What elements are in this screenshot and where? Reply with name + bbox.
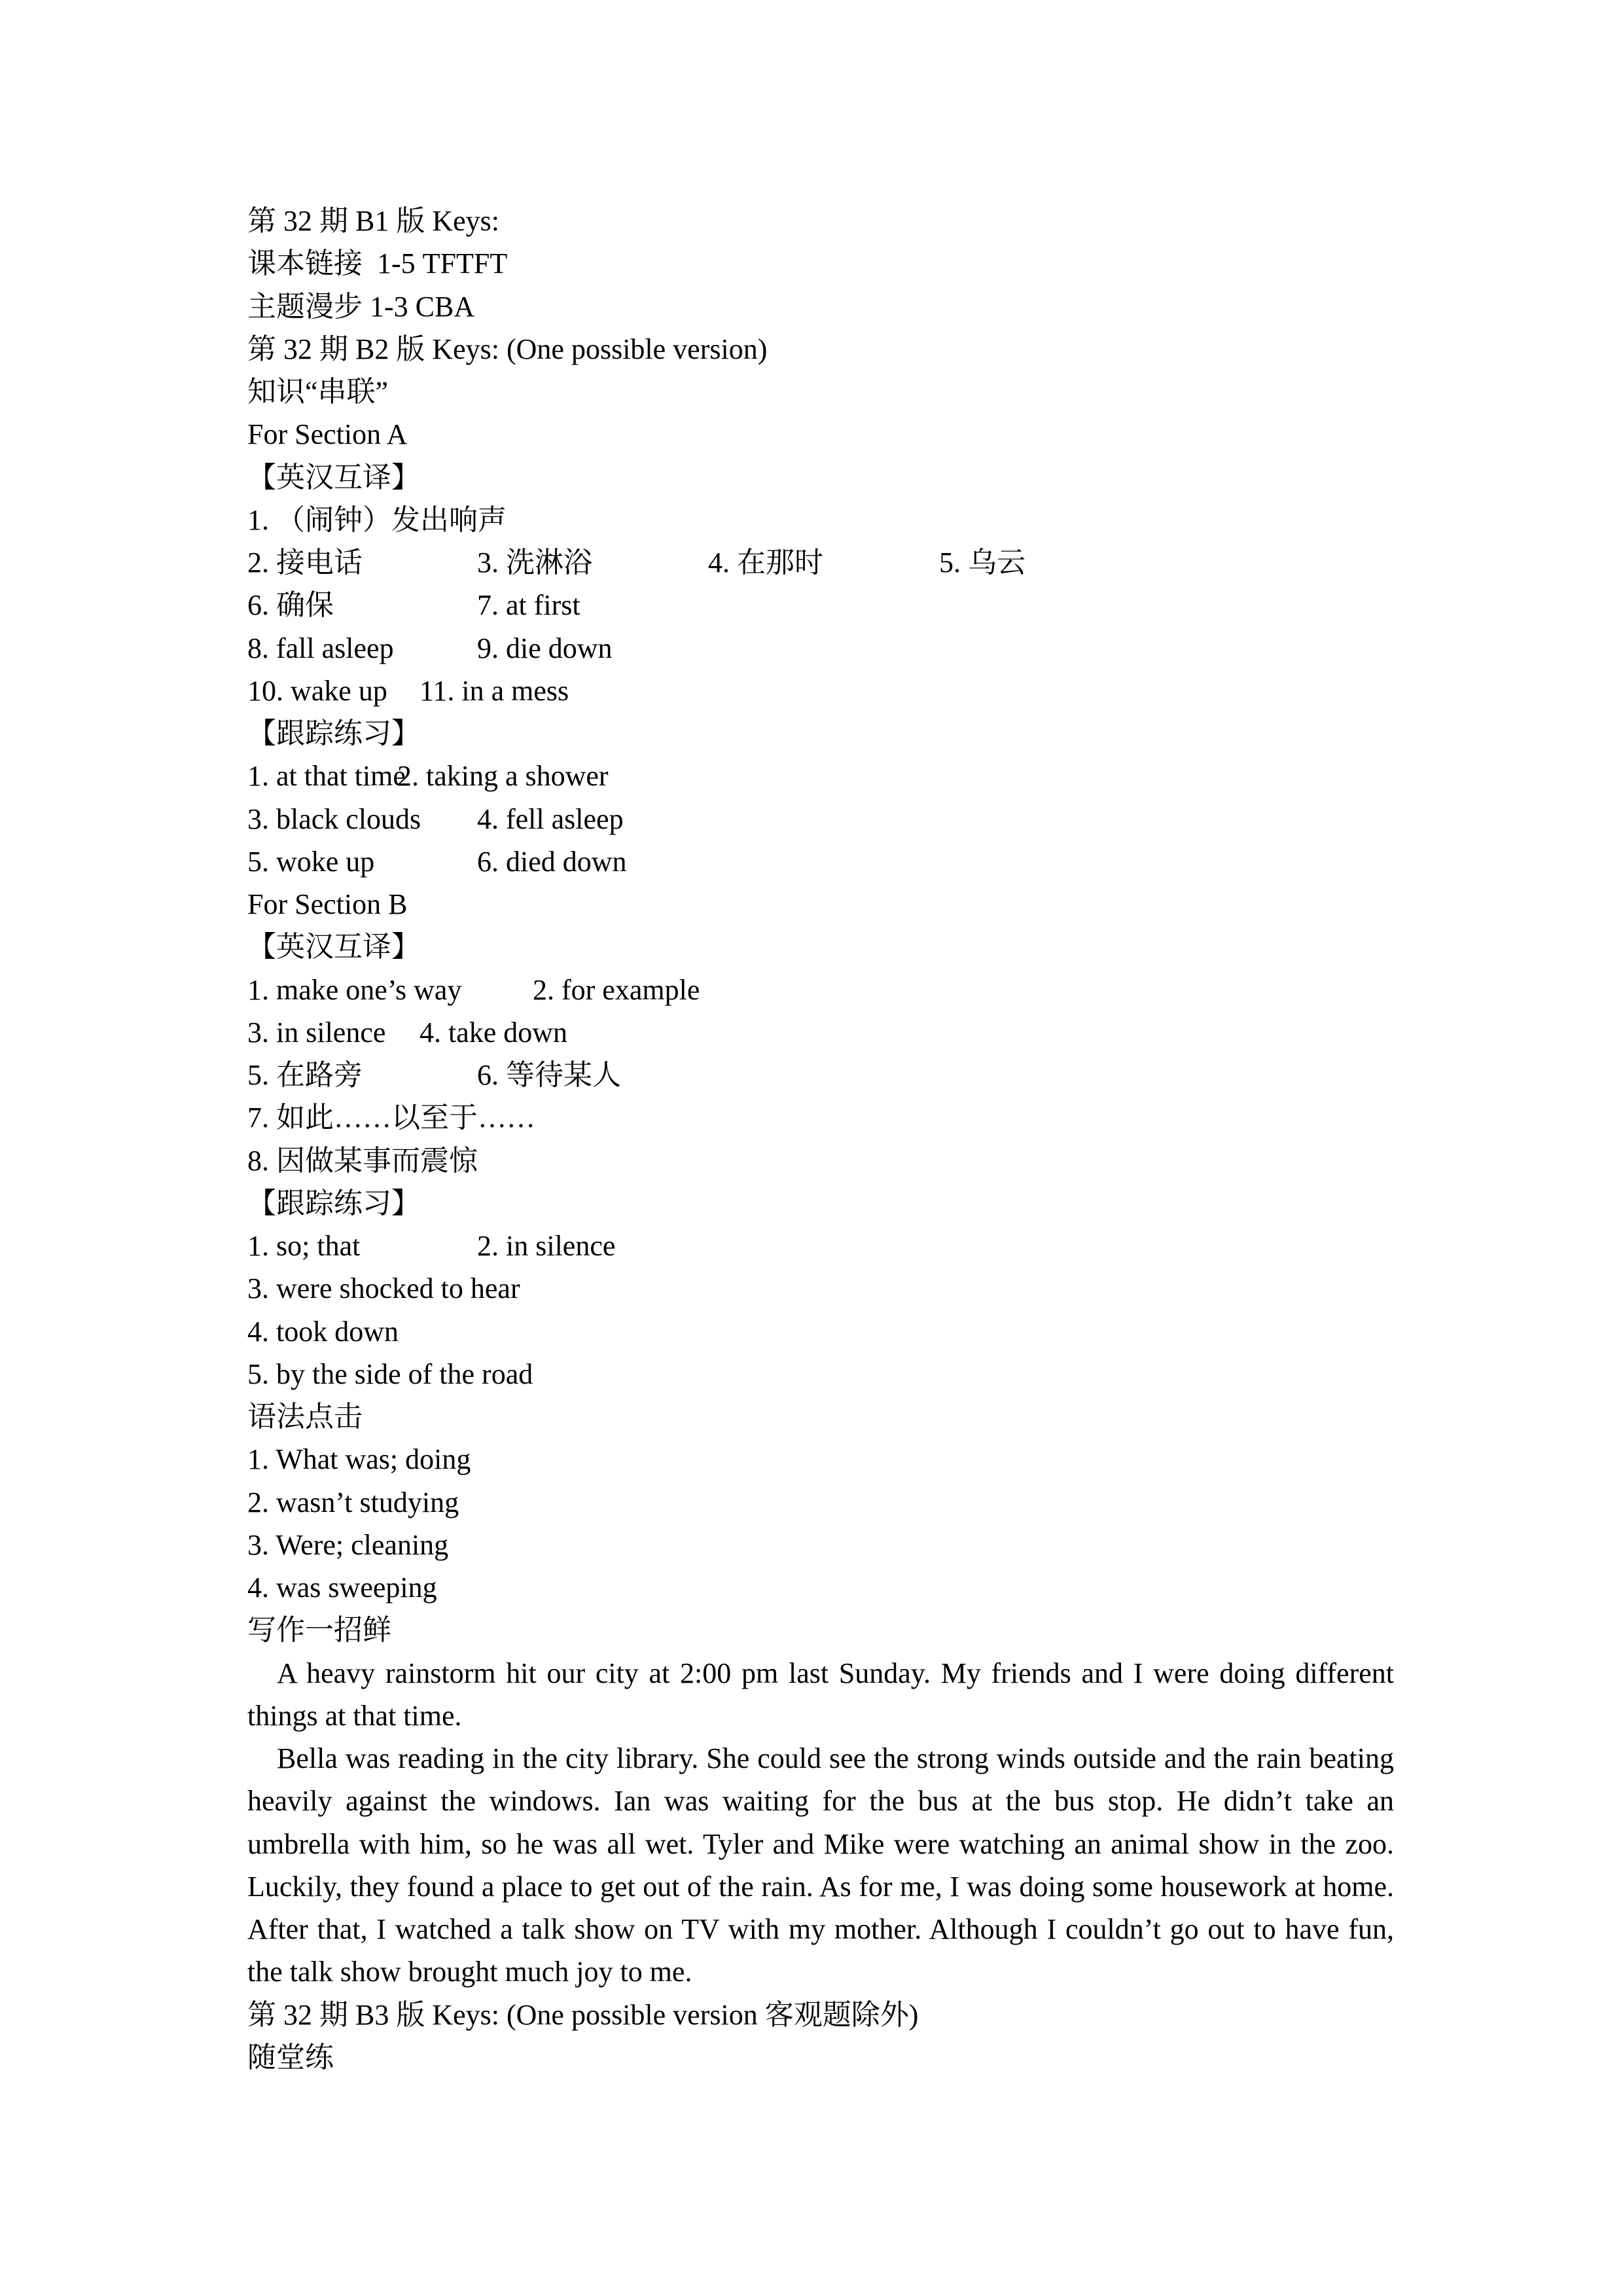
answer-item: 6. 确保 — [247, 589, 334, 622]
section-a-practice-row — [247, 755, 1394, 797]
section-b-translation-row — [247, 969, 1394, 1011]
paragraph-line: the talk show brought much joy to me. — [247, 1956, 692, 1988]
section-a-translation-row — [247, 627, 1394, 670]
writing-paragraph-1 — [247, 1652, 1394, 1738]
answer-item: 8. fall asleep — [247, 632, 394, 664]
paragraph-line: heavily against the windows. Ian was waiting for the bus at the bus stop. He didn’t take an — [247, 1785, 1394, 1818]
section-b-translation-row — [247, 1011, 1394, 1054]
paragraph-line: Bella was reading in the city library. She could see the strong winds outside and the rain beating — [277, 1742, 1394, 1774]
writing-paragraph-2 — [247, 1737, 1394, 1994]
answer-item: 6. 等待某人 — [477, 1059, 621, 1091]
section-a-translation-row — [247, 499, 1394, 541]
answer-item: 7. at first — [477, 589, 580, 622]
section-a-title: For Section A — [247, 418, 408, 451]
grammar-item: 2. wasn’t studying — [247, 1486, 459, 1518]
paragraph-line: umbrella with him, so he was all wet. Tyler and Mike were watching an animal show in the zoo. — [247, 1827, 1394, 1860]
b1-theme-walk-answers: 主题漫步 1-3 CBA — [247, 290, 475, 323]
answer-item: 2. 接电话 — [247, 547, 363, 579]
answer-item: 5. 在路旁 — [247, 1059, 363, 1091]
paragraph-line: things at that time. — [247, 1699, 462, 1732]
section-b-practice-title: 【跟踪练习】 — [247, 1187, 420, 1219]
answer-item: 3. 洗淋浴 — [477, 547, 592, 579]
answer-key-document — [247, 200, 1394, 2079]
answer-item: 8. 因做某事而震惊 — [247, 1144, 478, 1177]
section-a-translation-title: 【英汉互译】 — [247, 461, 420, 493]
section-b-translation-row — [247, 1096, 1394, 1139]
b1-heading: 第 32 期 B1 版 Keys: — [247, 205, 499, 237]
answer-item: 4. took down — [247, 1315, 399, 1348]
answer-item: 5. by the side of the road — [247, 1357, 533, 1390]
b2-heading: 第 32 期 B2 版 Keys: (One possible version) — [247, 332, 768, 365]
answer-item: 1. at that time — [247, 760, 406, 793]
answer-item: 5. 乌云 — [939, 547, 1026, 579]
section-b-translation-title: 【英汉互译】 — [247, 931, 420, 963]
answer-item: 6. died down — [477, 845, 627, 878]
answer-item: 2. taking a shower — [397, 760, 609, 793]
section-b-practice-row — [247, 1310, 1394, 1353]
section-b-practice-row — [247, 1225, 1394, 1267]
knowledge-title: 知识“串联” — [247, 376, 389, 408]
answer-item: 1. （闹钟）发出响声 — [247, 503, 507, 536]
section-a-translation-row — [247, 541, 1394, 584]
answer-item: 3. were shocked to hear — [247, 1272, 520, 1305]
paragraph-line: Luckily, they found a place to get out of the rain. As for me, I was doing some housework at home. — [247, 1870, 1394, 1903]
grammar-item: 3. Were; cleaning — [247, 1528, 449, 1561]
section-a-practice-row — [247, 840, 1394, 883]
paragraph-line: After that, I watched a talk show on TV with my mother. Although I couldn’t go out to have fun, — [247, 1913, 1394, 1945]
section-a-translation-row — [247, 584, 1394, 626]
answer-item: 7. 如此……以至于…… — [247, 1102, 535, 1134]
grammar-title: 语法点击 — [247, 1401, 363, 1433]
answer-item: 5. woke up — [247, 845, 375, 878]
answer-item: 11. in a mess — [419, 674, 569, 707]
answer-item: 10. wake up — [247, 674, 387, 707]
answer-item: 3. in silence — [247, 1016, 386, 1049]
paragraph-line: A heavy rainstorm hit our city at 2:00 pm last Sunday. My friends and I were doing different — [277, 1657, 1394, 1689]
answer-item: 4. fell asleep — [477, 802, 624, 835]
answer-item: 3. black clouds — [247, 802, 421, 835]
answer-item: 2. for example — [533, 973, 700, 1006]
b3-practice-title: 随堂练 — [247, 2041, 334, 2073]
grammar-item: 1. What was; doing — [247, 1443, 471, 1476]
section-a-practice-title: 【跟踪练习】 — [247, 717, 420, 749]
answer-item: 9. die down — [477, 632, 613, 664]
section-b-translation-row — [247, 1139, 1394, 1182]
b1-textbook-link-answers: 课本链接 1-5 TFTFT — [247, 247, 508, 280]
section-b-title: For Section B — [247, 888, 408, 920]
section-b-translation-row — [247, 1054, 1394, 1096]
section-b-practice-row — [247, 1353, 1394, 1395]
answer-item: 4. take down — [419, 1016, 568, 1049]
section-a-translation-row — [247, 670, 1394, 712]
answer-item: 1. make one’s way — [247, 973, 462, 1006]
writing-title: 写作一招鲜 — [247, 1614, 391, 1647]
answer-item: 2. in silence — [477, 1230, 616, 1262]
grammar-item: 4. was sweeping — [247, 1571, 437, 1604]
b3-heading: 第 32 期 B3 版 Keys: (One possible version 客观题除外) — [247, 1998, 919, 2031]
answer-item: 4. 在那时 — [708, 547, 823, 579]
section-b-practice-row — [247, 1267, 1394, 1310]
section-a-practice-row — [247, 798, 1394, 840]
answer-item: 1. so; that — [247, 1230, 361, 1262]
